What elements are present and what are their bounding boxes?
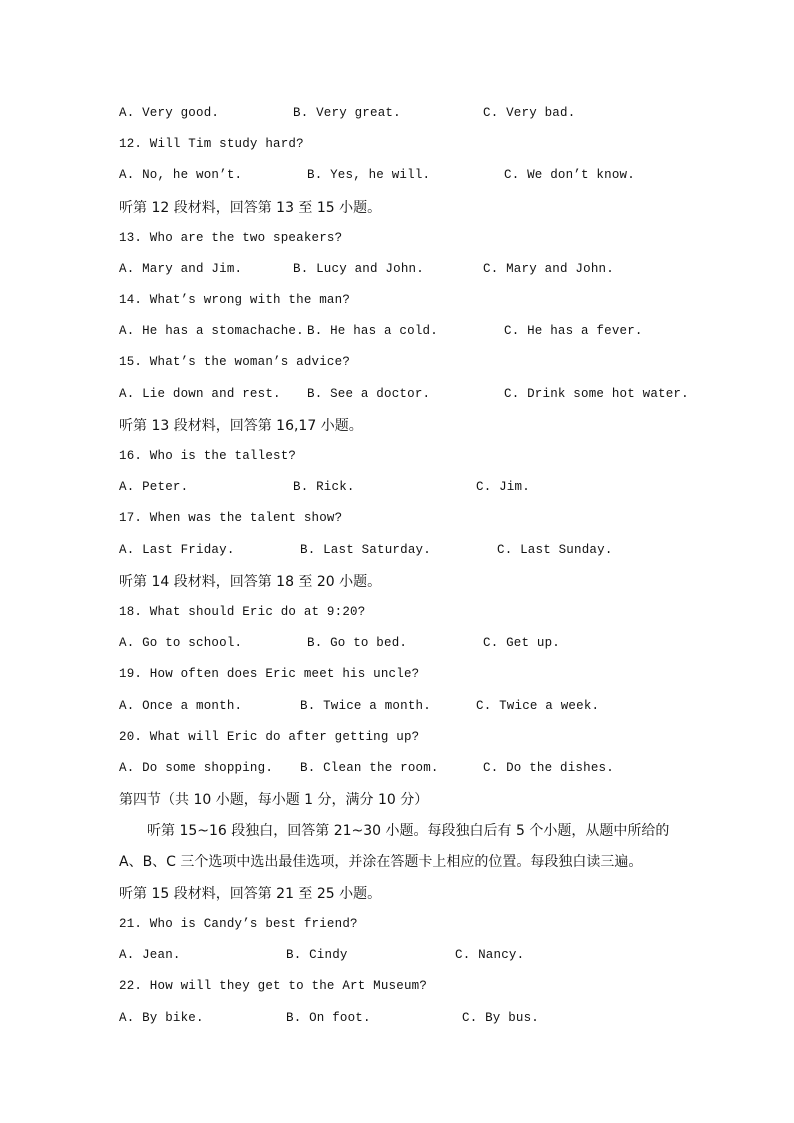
option-b: B. Cindy [286, 948, 348, 962]
option-a: A. Go to school. [119, 636, 243, 650]
option-c: C. Drink some hot water. [504, 387, 689, 401]
options-row [0, 168, 794, 188]
option-a: A. No, he won’t. [119, 168, 243, 182]
option-b: B. See a doctor. [307, 387, 431, 401]
question-text: 13. Who are the two speakers? [119, 231, 343, 245]
option-a: A. Do some shopping. [119, 761, 274, 775]
question-22 [0, 979, 794, 999]
question-text: 22. How will they get to the Art Museum? [119, 979, 428, 993]
option-a: A. By bike. [119, 1011, 204, 1025]
option-a: A. Lie down and rest. [119, 387, 281, 401]
option-b: B. Lucy and John. [293, 262, 424, 276]
options-row [0, 699, 794, 719]
question-text: 17. When was the talent show? [119, 511, 343, 525]
option-a: A. He has a stomachache. [119, 324, 304, 338]
option-b: B. Clean the room. [300, 761, 439, 775]
section-text: 听第 15 段材料，回答第 21 至 25 小题。 [119, 886, 382, 902]
question-17 [0, 511, 794, 531]
option-c: C. Do the dishes. [483, 761, 614, 775]
section-text: 听第 12 段材料，回答第 13 至 15 小题。 [119, 200, 382, 216]
options-row [0, 1011, 794, 1031]
option-b: B. Yes, he will. [307, 168, 431, 182]
option-b: B. He has a cold. [307, 324, 438, 338]
section-instruction [0, 415, 794, 435]
options-row [0, 387, 794, 407]
option-c: C. By bus. [462, 1011, 540, 1025]
section-text: 第四节（共 10 小题，每小题 1 分，满分 10 分） [119, 792, 429, 808]
option-c: C. Jim. [476, 480, 530, 494]
question-text: 21. Who is Candy’s best friend? [119, 917, 358, 931]
question-16 [0, 449, 794, 469]
options-row [0, 480, 794, 500]
option-a: A. Mary and Jim. [119, 262, 243, 276]
question-text: 20. What will Eric do after getting up? [119, 730, 420, 744]
option-c: C. Mary and John. [483, 262, 614, 276]
option-c: C. Twice a week. [476, 699, 600, 713]
question-19 [0, 667, 794, 687]
option-a: A. Peter. [119, 480, 189, 494]
option-b: B. Go to bed. [307, 636, 408, 650]
section-text: A、B、C 三个选项中选出最佳选项，并涂在答题卡上相应的位置。每段独白读三遍。 [119, 854, 643, 870]
question-text: 15. What’s the woman’s advice? [119, 355, 351, 369]
section-instruction [0, 883, 794, 903]
options-row [0, 106, 794, 126]
option-a: A. Very good. [119, 106, 220, 120]
question-text: 14. What’s wrong with the man? [119, 293, 351, 307]
option-a: A. Jean. [119, 948, 181, 962]
options-row [0, 262, 794, 282]
section-text: 听第 15~16 段独白，回答第 21~30 小题。每段独白后有 5 个小题，从题中所给的 [147, 823, 670, 839]
question-14 [0, 293, 794, 313]
question-20 [0, 730, 794, 750]
section-instruction [0, 851, 794, 871]
question-21 [0, 917, 794, 937]
option-b: B. Rick. [293, 480, 355, 494]
option-c: C. Nancy. [455, 948, 525, 962]
question-18 [0, 605, 794, 625]
options-row [0, 543, 794, 563]
option-a: A. Once a month. [119, 699, 243, 713]
option-b: B. Very great. [293, 106, 401, 120]
question-text: 18. What should Eric do at 9:20? [119, 605, 366, 619]
option-b: B. Last Saturday. [300, 543, 431, 557]
section-text: 听第 13 段材料，回答第 16,17 小题。 [119, 418, 363, 434]
section-instruction [0, 571, 794, 591]
question-15 [0, 355, 794, 375]
options-row [0, 324, 794, 344]
section-instruction [0, 197, 794, 217]
question-12 [0, 137, 794, 157]
option-c: C. He has a fever. [504, 324, 643, 338]
option-b: B. Twice a month. [300, 699, 431, 713]
question-text: 16. Who is the tallest? [119, 449, 297, 463]
option-c: C. We don’t know. [504, 168, 635, 182]
option-b: B. On foot. [286, 1011, 371, 1025]
options-row [0, 948, 794, 968]
options-row [0, 761, 794, 781]
option-c: C. Last Sunday. [497, 543, 613, 557]
question-text: 19. How often does Eric meet his uncle? [119, 667, 420, 681]
section-heading [0, 789, 794, 809]
section-instruction [0, 820, 794, 840]
option-c: C. Very bad. [483, 106, 576, 120]
options-row [0, 636, 794, 656]
option-a: A. Last Friday. [119, 543, 235, 557]
question-13 [0, 231, 794, 251]
section-text: 听第 14 段材料，回答第 18 至 20 小题。 [119, 574, 382, 590]
question-text: 12. Will Tim study hard? [119, 137, 304, 151]
option-c: C. Get up. [483, 636, 561, 650]
